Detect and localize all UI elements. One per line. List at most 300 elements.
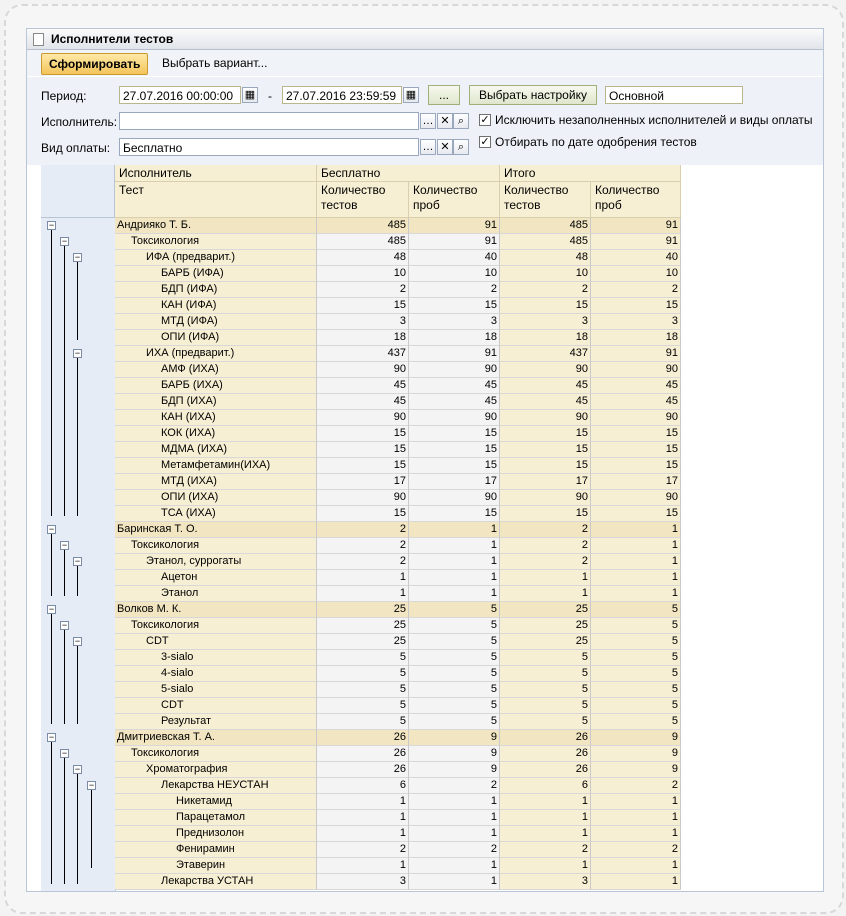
row-value: 5 [591, 714, 681, 730]
row-value: 5 [409, 714, 500, 730]
row-value: 3 [317, 314, 409, 330]
filter-form [27, 77, 823, 165]
setting-field[interactable]: Основной [605, 86, 743, 104]
row-value: 2 [409, 842, 500, 858]
table-row[interactable] [115, 314, 681, 330]
row-value: 1 [317, 570, 409, 586]
row-value: 90 [500, 490, 591, 506]
row-value: 5 [409, 618, 500, 634]
row-value: 90 [500, 362, 591, 378]
row-value: 15 [591, 298, 681, 314]
row-value: 1 [500, 810, 591, 826]
tree-line [77, 358, 78, 516]
row-value: 1 [591, 826, 681, 842]
row-value: 6 [500, 778, 591, 794]
row-name: Метамфетамин(ИХА) [115, 458, 317, 474]
row-value: 5 [591, 682, 681, 698]
window-title: Исполнители тестов [51, 32, 174, 46]
tree-line [51, 742, 52, 884]
table-row[interactable] [115, 410, 681, 426]
executor-field[interactable] [119, 112, 419, 130]
collapse-icon[interactable]: − [61, 748, 68, 758]
row-value: 15 [500, 442, 591, 458]
row-name: Андрияко Т. Б. [115, 218, 317, 234]
table-row[interactable] [115, 618, 681, 634]
row-value: 15 [409, 458, 500, 474]
table-row[interactable] [115, 362, 681, 378]
row-value: 15 [317, 458, 409, 474]
more-icon[interactable]: … [420, 139, 436, 155]
row-value: 1 [409, 586, 500, 602]
table-row[interactable] [115, 250, 681, 266]
row-name: 5-sialo [115, 682, 317, 698]
row-value: 2 [317, 522, 409, 538]
row-value: 26 [500, 730, 591, 746]
table-row[interactable] [115, 218, 681, 234]
row-value: 18 [591, 330, 681, 346]
row-name: Дмитриевская Т. А. [115, 730, 317, 746]
row-value: 5 [591, 666, 681, 682]
row-value: 1 [591, 586, 681, 602]
collapse-icon[interactable]: − [61, 236, 68, 246]
table-row[interactable] [115, 810, 681, 826]
document-icon [33, 33, 44, 46]
tree-line [64, 550, 65, 596]
tree-line [51, 230, 52, 516]
table-row[interactable] [115, 442, 681, 458]
table-row[interactable] [115, 826, 681, 842]
row-value: 18 [409, 330, 500, 346]
row-value: 1 [500, 826, 591, 842]
table-row[interactable] [115, 394, 681, 410]
row-name: КАН (ИФА) [115, 298, 317, 314]
row-value: 25 [500, 602, 591, 618]
row-value: 26 [317, 746, 409, 762]
collapse-icon[interactable]: − [74, 348, 81, 358]
row-value: 1 [317, 794, 409, 810]
table-row[interactable] [115, 730, 681, 746]
collapse-icon[interactable]: − [74, 252, 81, 262]
filter-by-date-label: Отбирать по дате одобрения тестов [495, 135, 697, 149]
row-value: 5 [409, 634, 500, 650]
table-row[interactable] [115, 346, 681, 362]
row-value: 1 [591, 522, 681, 538]
row-value: 15 [500, 458, 591, 474]
tree-line [51, 614, 52, 724]
row-value: 90 [591, 362, 681, 378]
row-value: 1 [317, 826, 409, 842]
tree-line [77, 566, 78, 596]
row-name: БДП (ИХА) [115, 394, 317, 410]
row-value: 1 [591, 874, 681, 890]
row-value: 17 [591, 474, 681, 490]
row-value: 2 [500, 842, 591, 858]
clear-icon[interactable]: ✕ [437, 113, 453, 129]
tree-line [64, 758, 65, 884]
row-value: 3 [591, 314, 681, 330]
collapse-icon[interactable]: − [48, 604, 55, 614]
row-value: 5 [317, 650, 409, 666]
table-row[interactable] [115, 586, 681, 602]
clear-icon[interactable]: ✕ [437, 139, 453, 155]
row-value: 1 [317, 586, 409, 602]
row-value: 1 [500, 858, 591, 874]
table-row[interactable] [115, 778, 681, 794]
row-value: 1 [409, 858, 500, 874]
row-name: МТД (ИХА) [115, 474, 317, 490]
row-name: Лекарства НЕУСТАН [115, 778, 317, 794]
row-value: 3 [500, 314, 591, 330]
period-dash: - [268, 89, 272, 103]
row-value: 1 [591, 538, 681, 554]
table-row[interactable] [115, 506, 681, 522]
row-value: 45 [317, 378, 409, 394]
row-name: Этаверин [115, 858, 317, 874]
row-name: Результат [115, 714, 317, 730]
collapse-icon[interactable]: − [74, 556, 81, 566]
row-value: 91 [409, 234, 500, 250]
row-name: Токсикология [115, 538, 317, 554]
table-row[interactable] [115, 474, 681, 490]
row-name: БАРБ (ИФА) [115, 266, 317, 282]
row-name: ИФА (предварит.) [115, 250, 317, 266]
choose-variant-button[interactable]: Выбрать вариант... [162, 56, 268, 70]
table-row[interactable] [115, 650, 681, 666]
row-name: Хроматография [115, 762, 317, 778]
row-value: 15 [409, 298, 500, 314]
row-name: Токсикология [115, 234, 317, 250]
row-name: Парацетамол [115, 810, 317, 826]
header-total-samples: Количество проб [591, 182, 681, 218]
period-ellipsis-button[interactable]: ... [428, 85, 460, 105]
search-icon[interactable]: ⌕ [453, 139, 469, 155]
date-to-field[interactable]: 27.07.2016 23:59:59 [282, 86, 402, 104]
row-value: 90 [591, 490, 681, 506]
row-value: 2 [500, 522, 591, 538]
row-value: 5 [591, 618, 681, 634]
table-row[interactable] [115, 570, 681, 586]
row-name: Фенирамин [115, 842, 317, 858]
table-row[interactable] [115, 762, 681, 778]
row-value: 2 [500, 282, 591, 298]
row-value: 10 [317, 266, 409, 282]
tree-line [77, 262, 78, 340]
table-row[interactable] [115, 266, 681, 282]
row-value: 1 [409, 826, 500, 842]
row-value: 17 [409, 474, 500, 490]
row-value: 5 [591, 634, 681, 650]
row-value: 15 [409, 426, 500, 442]
row-value: 15 [500, 298, 591, 314]
header-test: Тест [115, 182, 317, 218]
row-name: ОПИ (ИФА) [115, 330, 317, 346]
row-name: АМФ (ИХА) [115, 362, 317, 378]
row-name: Этанол, суррогаты [115, 554, 317, 570]
row-value: 9 [409, 762, 500, 778]
date-from-field[interactable]: 27.07.2016 00:00:00 [119, 86, 241, 104]
header-total-tests: Количество тестов [500, 182, 591, 218]
table-row[interactable] [115, 698, 681, 714]
row-value: 5 [591, 698, 681, 714]
row-value: 45 [409, 378, 500, 394]
collapse-icon[interactable]: − [48, 524, 55, 534]
row-value: 5 [317, 714, 409, 730]
row-name: КОК (ИХА) [115, 426, 317, 442]
row-value: 10 [500, 266, 591, 282]
row-value: 90 [591, 410, 681, 426]
header-group-free: Бесплатно [317, 165, 500, 182]
table-row[interactable] [115, 554, 681, 570]
row-value: 5 [317, 666, 409, 682]
row-value: 15 [317, 506, 409, 522]
row-value: 9 [409, 730, 500, 746]
row-value: 15 [591, 442, 681, 458]
table-row[interactable] [115, 682, 681, 698]
row-value: 18 [317, 330, 409, 346]
row-value: 17 [500, 474, 591, 490]
row-value: 1 [409, 554, 500, 570]
row-name: ИХА (предварит.) [115, 346, 317, 362]
row-name: МДМА (ИХА) [115, 442, 317, 458]
tree-line [91, 790, 92, 868]
period-label: Период: [41, 89, 87, 103]
row-name: БАРБ (ИХА) [115, 378, 317, 394]
table-row[interactable] [115, 282, 681, 298]
row-value: 45 [317, 394, 409, 410]
row-value: 5 [500, 682, 591, 698]
row-value: 90 [317, 490, 409, 506]
row-value: 45 [409, 394, 500, 410]
row-value: 48 [500, 250, 591, 266]
row-value: 91 [591, 218, 681, 234]
collapse-icon[interactable]: − [88, 780, 95, 790]
row-value: 10 [409, 266, 500, 282]
header-free-tests: Количество тестов [317, 182, 409, 218]
table-row[interactable] [115, 794, 681, 810]
row-value: 2 [317, 554, 409, 570]
row-value: 2 [591, 778, 681, 794]
row-value: 15 [591, 458, 681, 474]
row-name: ТСА (ИХА) [115, 506, 317, 522]
row-value: 15 [409, 442, 500, 458]
row-value: 2 [591, 842, 681, 858]
row-value: 3 [317, 874, 409, 890]
row-value: 45 [591, 378, 681, 394]
row-name: 3-sialo [115, 650, 317, 666]
row-name: БДП (ИФА) [115, 282, 317, 298]
row-value: 2 [409, 282, 500, 298]
row-value: 485 [317, 218, 409, 234]
search-icon[interactable]: ⌕ [453, 113, 469, 129]
row-value: 90 [409, 362, 500, 378]
row-value: 5 [591, 602, 681, 618]
table-row[interactable] [115, 666, 681, 682]
row-value: 5 [409, 602, 500, 618]
executor-label: Исполнитель: [41, 115, 118, 129]
row-value: 5 [409, 666, 500, 682]
row-name: МТД (ИФА) [115, 314, 317, 330]
row-value: 15 [591, 426, 681, 442]
row-value: 17 [317, 474, 409, 490]
row-value: 437 [500, 346, 591, 362]
header-group-total: Итого [500, 165, 681, 182]
table-row[interactable] [115, 874, 681, 890]
exclude-empty-checkbox[interactable]: ✓ [480, 114, 490, 126]
more-icon[interactable]: … [420, 113, 436, 129]
row-value: 15 [591, 506, 681, 522]
row-value: 3 [500, 874, 591, 890]
row-value: 1 [409, 522, 500, 538]
row-value: 15 [317, 442, 409, 458]
row-value: 5 [500, 650, 591, 666]
row-value: 1 [409, 538, 500, 554]
tree-line [64, 246, 65, 516]
table-row[interactable] [115, 522, 681, 538]
row-value: 40 [409, 250, 500, 266]
table-row[interactable] [115, 378, 681, 394]
row-value: 5 [409, 698, 500, 714]
row-name: Этанол [115, 586, 317, 602]
table-row[interactable] [115, 842, 681, 858]
row-value: 1 [500, 570, 591, 586]
tree-line [77, 646, 78, 724]
row-value: 5 [317, 698, 409, 714]
row-value: 1 [591, 554, 681, 570]
row-value: 1 [317, 858, 409, 874]
row-name: Волков М. К. [115, 602, 317, 618]
table-row[interactable] [115, 602, 681, 618]
table-row[interactable] [115, 426, 681, 442]
row-value: 45 [500, 378, 591, 394]
row-value: 26 [317, 762, 409, 778]
tree-line [77, 774, 78, 884]
row-value: 437 [317, 346, 409, 362]
row-value: 5 [409, 682, 500, 698]
collapse-icon[interactable]: − [74, 636, 81, 646]
row-value: 45 [591, 394, 681, 410]
collapse-icon[interactable]: − [74, 764, 81, 774]
tree-header-corner [41, 165, 115, 218]
table-row[interactable] [115, 858, 681, 874]
row-value: 9 [591, 762, 681, 778]
report-window [26, 28, 824, 892]
table-row[interactable] [115, 298, 681, 314]
row-value: 9 [409, 746, 500, 762]
row-name: 4-sialo [115, 666, 317, 682]
row-name: CDT [115, 698, 317, 714]
row-name: Токсикология [115, 618, 317, 634]
table-row[interactable] [115, 330, 681, 346]
row-value: 26 [317, 730, 409, 746]
table-row[interactable] [115, 714, 681, 730]
exclude-empty-label: Исключить незаполненных исполнителей и виды оплаты [495, 113, 813, 127]
table-row[interactable] [115, 234, 681, 250]
row-value: 2 [500, 554, 591, 570]
row-value: 15 [500, 506, 591, 522]
row-value: 1 [591, 570, 681, 586]
header-executor: Исполнитель [115, 165, 317, 182]
row-value: 2 [317, 842, 409, 858]
row-name: Никетамид [115, 794, 317, 810]
row-value: 25 [317, 618, 409, 634]
row-value: 5 [500, 714, 591, 730]
table-row[interactable] [115, 458, 681, 474]
row-value: 10 [591, 266, 681, 282]
table-row[interactable] [115, 746, 681, 762]
calendar-icon[interactable]: ▦ [403, 87, 419, 103]
collapse-icon[interactable]: − [61, 620, 68, 630]
choose-setting-button[interactable]: Выбрать настройку [469, 85, 597, 105]
collapse-icon[interactable]: − [48, 220, 55, 230]
row-value: 25 [317, 634, 409, 650]
row-value: 25 [500, 618, 591, 634]
row-name: КАН (ИХА) [115, 410, 317, 426]
generate-button[interactable]: Сформировать [41, 53, 148, 75]
payment-field[interactable]: Бесплатно [119, 138, 419, 156]
row-value: 1 [591, 794, 681, 810]
row-value: 9 [591, 746, 681, 762]
calendar-icon[interactable]: ▦ [242, 87, 258, 103]
row-value: 9 [591, 730, 681, 746]
row-value: 5 [409, 650, 500, 666]
row-value: 2 [500, 538, 591, 554]
row-value: 91 [409, 346, 500, 362]
row-value: 15 [317, 298, 409, 314]
row-value: 5 [317, 682, 409, 698]
table-row[interactable] [115, 538, 681, 554]
collapse-icon[interactable]: − [61, 540, 68, 550]
row-value: 40 [591, 250, 681, 266]
report-grid [41, 165, 823, 891]
collapse-icon[interactable]: − [48, 732, 55, 742]
row-name: ОПИ (ИХА) [115, 490, 317, 506]
row-value: 91 [409, 218, 500, 234]
row-value: 90 [500, 410, 591, 426]
toolbar [27, 50, 823, 76]
row-value: 90 [409, 490, 500, 506]
row-value: 1 [409, 794, 500, 810]
table-row[interactable] [115, 634, 681, 650]
row-value: 485 [500, 218, 591, 234]
filter-by-date-checkbox[interactable]: ✓ [480, 136, 490, 148]
row-value: 485 [317, 234, 409, 250]
row-value: 5 [500, 698, 591, 714]
payment-label: Вид оплаты: [41, 141, 111, 155]
tree-column [41, 218, 116, 892]
table-row[interactable] [115, 490, 681, 506]
row-name: Токсикология [115, 746, 317, 762]
row-value: 15 [500, 426, 591, 442]
row-value: 1 [591, 858, 681, 874]
row-name: Ацетон [115, 570, 317, 586]
row-value: 1 [409, 874, 500, 890]
row-value: 2 [317, 282, 409, 298]
row-value: 1 [591, 810, 681, 826]
row-value: 3 [409, 314, 500, 330]
row-value: 45 [500, 394, 591, 410]
row-value: 25 [317, 602, 409, 618]
tree-line [64, 630, 65, 724]
row-value: 18 [500, 330, 591, 346]
row-value: 1 [409, 810, 500, 826]
row-name: CDT [115, 634, 317, 650]
row-value: 90 [317, 362, 409, 378]
row-value: 1 [317, 810, 409, 826]
row-value: 90 [317, 410, 409, 426]
row-value: 1 [409, 570, 500, 586]
row-value: 2 [409, 778, 500, 794]
row-value: 48 [317, 250, 409, 266]
